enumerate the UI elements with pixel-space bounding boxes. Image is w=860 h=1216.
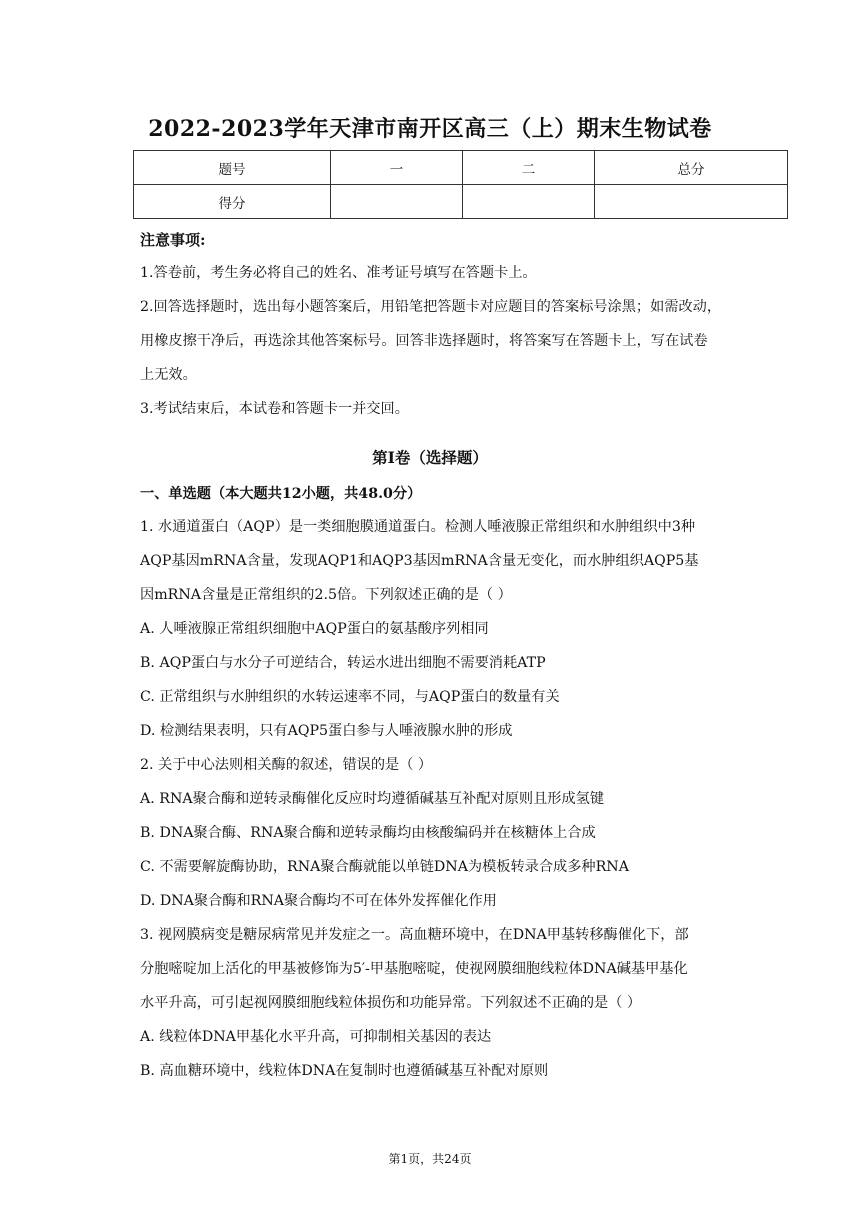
- question-3-option-b: B. 高血糖环境中，线粒体DNA在复制时也遵循碱基互补配对原则: [140, 1063, 549, 1079]
- question-2-option-d: D. DNA聚合酶和RNA聚合酶均不可在体外发挥催化作用: [140, 893, 497, 909]
- question-3-stem-line-3: 水平升高，可引起视网膜细胞线粒体损伤和功能异常。下列叙述不正确的是（ ）: [140, 995, 642, 1011]
- score-cell-part-1: [331, 185, 463, 219]
- page-footer: 第1页，共24页: [388, 1152, 472, 1166]
- question-1-option-a: A. 人唾液腺正常组织细胞中AQP蛋白的氨基酸序列相同: [140, 621, 489, 637]
- question-1-stem-line-3: 因mRNA含量是正常组织的2.5倍。下列叙述正确的是（ ）: [140, 587, 512, 603]
- score-cell-part-2: [463, 185, 595, 219]
- score-table: [133, 150, 788, 219]
- question-1-stem-line-1: 1. 水通道蛋白（AQP）是一类细胞膜通道蛋白。检测人唾液腺正常组织和水肿组织中3种: [140, 519, 696, 535]
- question-3-option-a: A. 线粒体DNA甲基化水平升高，可抑制相关基因的表达: [140, 1029, 492, 1045]
- header-cell-total: 总分: [595, 151, 788, 185]
- question-1-stem-line-2: AQP基因mRNA含量，发现AQP1和AQP3基因mRNA含量无变化，而水肿组织AQP5基: [140, 553, 699, 569]
- score-table-score-row: [134, 185, 788, 219]
- question-1-option-b: B. AQP蛋白与水分子可逆结合，转运水进出细胞不需要消耗ATP: [140, 655, 546, 671]
- question-2-option-a: A. RNA聚合酶和逆转录酶催化反应时均遵循碱基互补配对原则且形成氢键: [140, 791, 605, 807]
- question-2-stem-line-1: 2. 关于中心法则相关酶的叙述，错误的是（ ）: [140, 757, 433, 773]
- section-title: 一、单选题（本大题共12小题，共48.0分）: [140, 486, 422, 502]
- question-1-option-d: D. 检测结果表明，只有AQP5蛋白参与人唾液腺水肿的形成: [140, 723, 513, 739]
- header-cell-part-1: 一: [331, 151, 463, 185]
- exam-title: 2022-2023学年天津市南开区高三（上）期末生物试卷: [148, 116, 712, 142]
- row-label-score: 得分: [134, 185, 331, 219]
- notice-heading: 注意事项:: [140, 231, 206, 249]
- question-2-option-c: C. 不需要解旋酶协助，RNA聚合酶就能以单链DNA为模板转录合成多种RNA: [140, 859, 629, 875]
- score-cell-total: [595, 185, 788, 219]
- question-1-option-c: C. 正常组织与水肿组织的水转运速率不同，与AQP蛋白的数量有关: [140, 689, 560, 705]
- notice-line-2: 2.回答选择题时，选出每小题答案后，用铅笔把答题卡对应题目的答案标号涂黑；如需改动，: [140, 299, 722, 315]
- notice-line-1: 1.答卷前，考生务必将自己的姓名、准考证号填写在答题卡上。: [140, 265, 537, 281]
- notice-line-5: 3.考试结束后，本试卷和答题卡一并交回。: [140, 401, 409, 417]
- score-table-header-row: [134, 151, 788, 185]
- header-cell-part-2: 二: [463, 151, 595, 185]
- header-cell-question-no: 题号: [134, 151, 331, 185]
- notice-line-4: 上无效。: [140, 367, 197, 383]
- question-2-option-b: B. DNA聚合酶、RNA聚合酶和逆转录酶均由核酸编码并在核糖体上合成: [140, 825, 596, 841]
- notice-line-3: 用橡皮擦干净后，再选涂其他答案标号。回答非选择题时，将答案写在答题卡上，写在试卷: [140, 333, 708, 349]
- question-3-stem-line-2: 分胞嘧啶加上活化的甲基被修饰为5′-甲基胞嘧啶，使视网膜细胞线粒体DNA碱基甲基化: [140, 961, 688, 977]
- question-3-stem-line-1: 3. 视网膜病变是糖尿病常见并发症之一。高血糖环境中，在DNA甲基转移酶催化下，部: [140, 927, 689, 943]
- part-title: 第I卷（选择题）: [372, 448, 488, 467]
